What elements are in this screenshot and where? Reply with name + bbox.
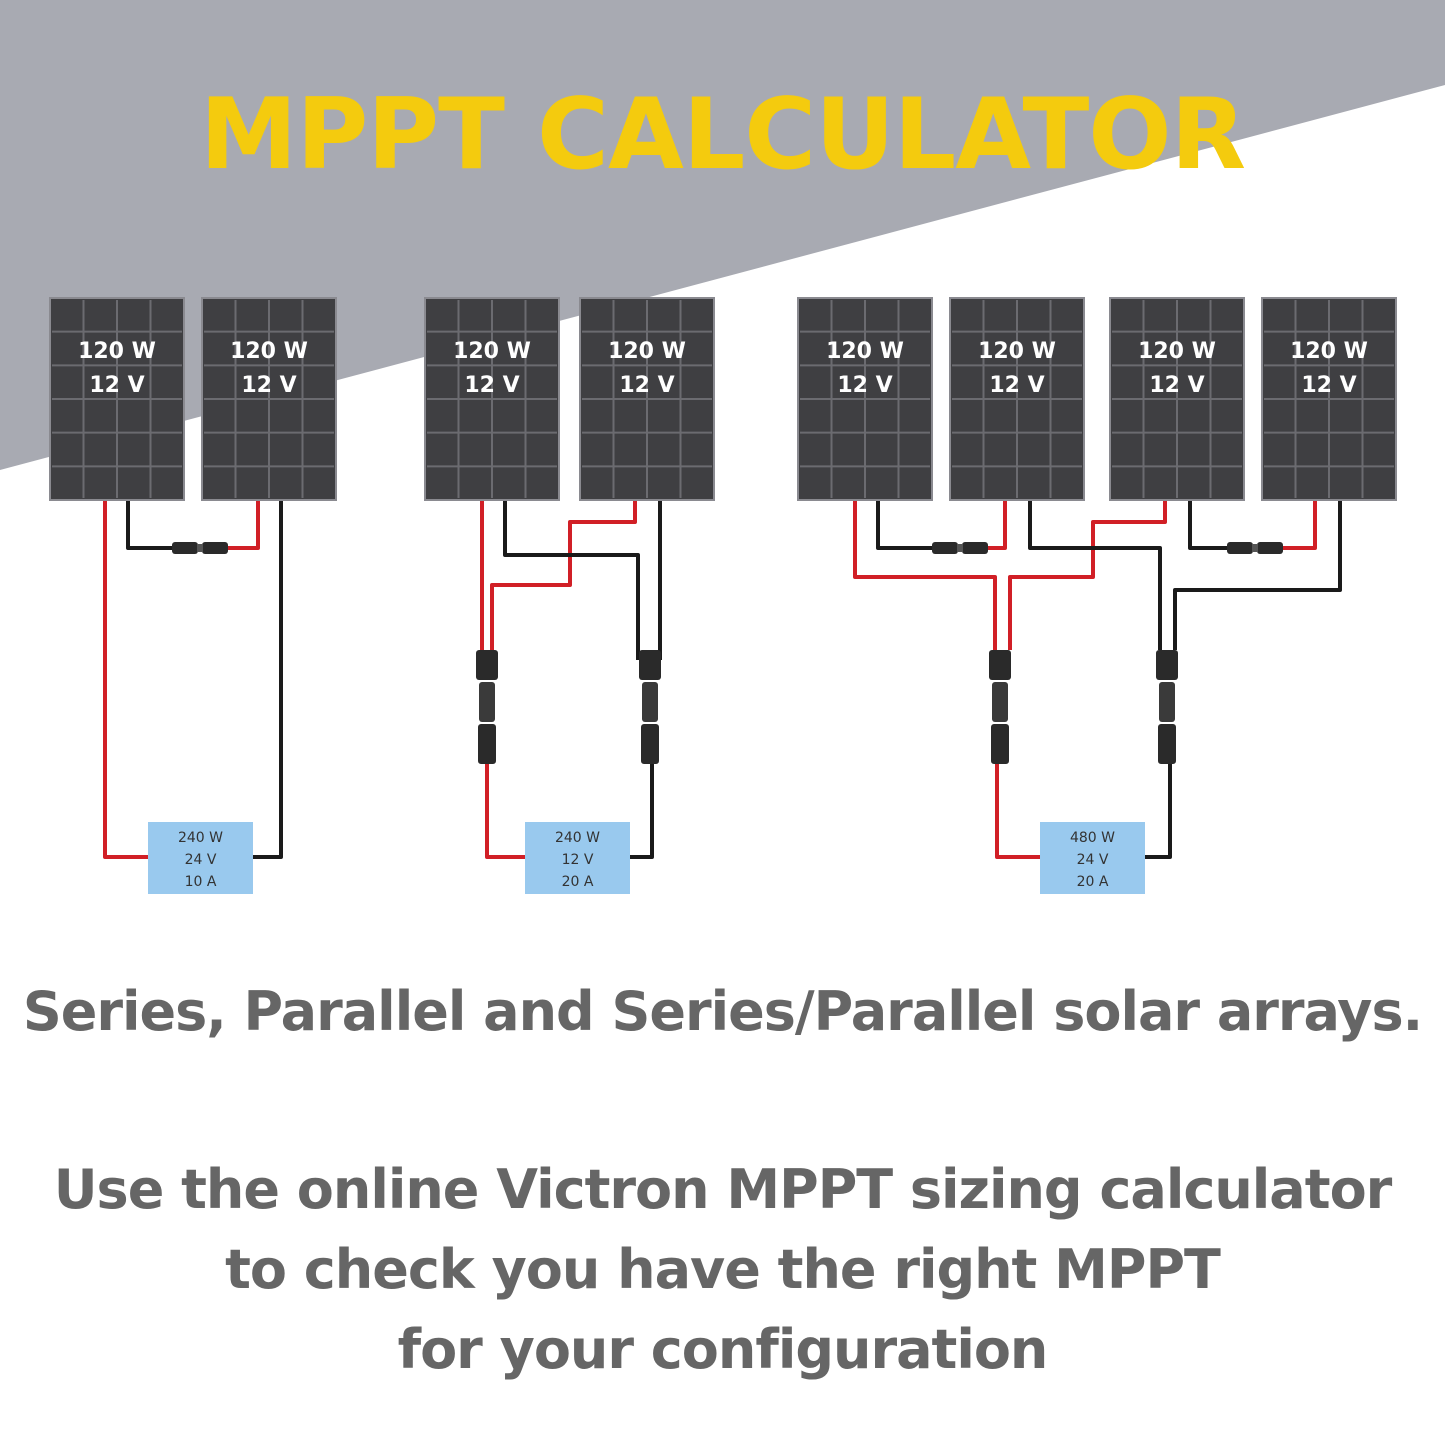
controller-amps-label: 10 A	[184, 874, 217, 890]
panel-watts-label: 120 W	[78, 339, 156, 364]
wire	[1145, 760, 1170, 857]
controller-watts-label: 240 W	[554, 830, 601, 846]
body-line-2: to check you have the right MPPT	[225, 1238, 1220, 1301]
panel-volts-label: 12 V	[1301, 373, 1357, 398]
panel-watts-label: 120 W	[978, 339, 1056, 364]
charge-controller	[525, 822, 630, 894]
mc4-connector	[172, 542, 228, 554]
solar-panel	[950, 298, 1084, 500]
wire	[253, 500, 281, 857]
panel-volts-label: 12 V	[464, 373, 520, 398]
solar-panel	[50, 298, 184, 500]
solar-panel	[1110, 298, 1244, 500]
controller-volts-label: 12 V	[561, 852, 594, 868]
wire	[1010, 500, 1165, 650]
controller-watts-label: 480 W	[1069, 830, 1116, 846]
panel-volts-label: 12 V	[619, 373, 675, 398]
solar-panels	[50, 298, 1396, 500]
wire	[960, 500, 1005, 548]
panel-watts-label: 120 W	[230, 339, 308, 364]
wire	[630, 760, 652, 857]
controller-watts-label: 240 W	[177, 830, 224, 846]
controller-amps-label: 20 A	[561, 874, 594, 890]
wire	[997, 760, 1040, 857]
panel-watts-label: 120 W	[1138, 339, 1216, 364]
connectors	[172, 542, 1283, 764]
wire	[128, 500, 200, 548]
panel-watts-label: 120 W	[453, 339, 531, 364]
mc4-connector	[1227, 542, 1283, 554]
subtitle: Series, Parallel and Series/Parallel solar arrays.	[22, 980, 1423, 1043]
wire	[878, 500, 960, 548]
solar-panel	[580, 298, 714, 500]
solar-panel	[202, 298, 336, 500]
branch-connector	[1156, 650, 1178, 764]
panel-watts-label: 120 W	[1290, 339, 1368, 364]
panel-volts-label: 12 V	[89, 373, 145, 398]
wire	[492, 500, 635, 660]
panel-volts-label: 12 V	[837, 373, 893, 398]
body-line-1: Use the online Victron MPPT sizing calculator	[53, 1158, 1392, 1221]
charge-controller	[148, 822, 253, 894]
charge-controller	[1040, 822, 1145, 894]
panel-volts-label: 12 V	[989, 373, 1045, 398]
panel-watts-label: 120 W	[608, 339, 686, 364]
solar-panel	[1262, 298, 1396, 500]
controller-volts-label: 24 V	[1076, 852, 1109, 868]
wire	[1255, 500, 1315, 548]
branch-connector	[639, 650, 661, 764]
wire	[487, 760, 525, 857]
page-title: MPPT CALCULATOR	[199, 78, 1246, 192]
wires	[105, 500, 1340, 857]
panel-volts-label: 12 V	[241, 373, 297, 398]
panel-watts-label: 120 W	[826, 339, 904, 364]
wire	[105, 500, 148, 857]
solar-panel	[425, 298, 559, 500]
wire	[1190, 500, 1255, 548]
controller-amps-label: 20 A	[1076, 874, 1109, 890]
branch-connector	[476, 650, 498, 764]
body-line-3: for your configuration	[397, 1318, 1048, 1381]
controller-volts-label: 24 V	[184, 852, 217, 868]
wire	[200, 500, 258, 548]
panel-volts-label: 12 V	[1149, 373, 1205, 398]
solar-panel	[798, 298, 932, 500]
mc4-connector	[932, 542, 988, 554]
branch-connector	[989, 650, 1011, 764]
